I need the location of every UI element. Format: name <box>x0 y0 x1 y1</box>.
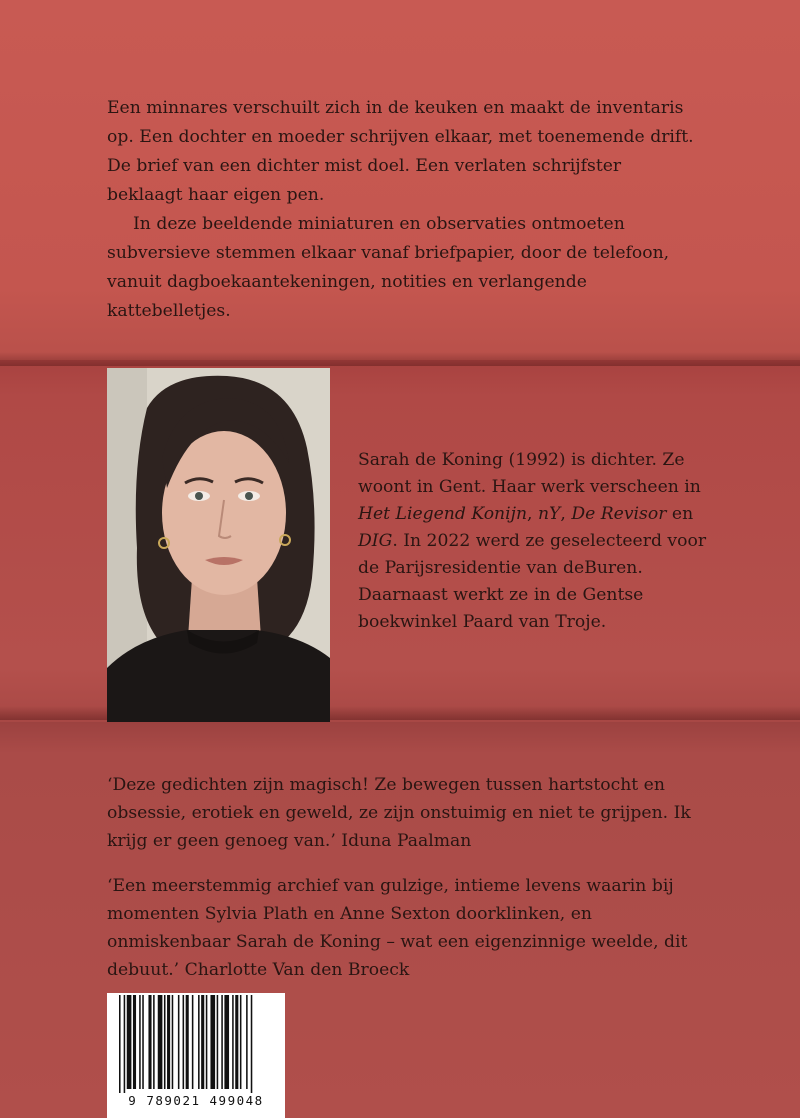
barcode-bar <box>186 995 189 1089</box>
publication-title: Het Liegend Konijn <box>358 504 528 524</box>
barcode-bar <box>251 995 253 1093</box>
isbn-barcode <box>107 993 285 1118</box>
publication-title: DIG <box>358 531 393 551</box>
barcode-bar <box>158 995 163 1089</box>
barcode-bar <box>232 995 234 1089</box>
barcode-bar <box>198 995 200 1089</box>
barcode-bar <box>246 995 248 1089</box>
barcode-bar <box>119 995 121 1093</box>
barcode-bar <box>124 995 126 1093</box>
barcode-bar <box>221 995 223 1089</box>
barcode-bar <box>167 995 170 1089</box>
barcode-bar <box>139 995 141 1089</box>
barcode-bar <box>240 995 242 1089</box>
publication-title: nY <box>537 504 561 524</box>
blurb-paragraph: In deze beeldende miniaturen en observaties ontmoeten subversieve stemmen elkaar vanaf briefpapier, door de telefoon, vanuit dagboekaantekeningen, notities en verlangende kattebelletjes. <box>107 214 670 321</box>
review-quote: ‘Deze gedichten zijn magisch! Ze bewegen tussen hartstocht en obsessie, erotiek en geweld, ze zijn onstuimig en niet te grijpen. Ik krijg er geen genoeg van.’ Iduna Paalman <box>107 775 691 851</box>
barcode-bar <box>224 995 229 1089</box>
barcode-bar <box>133 995 136 1089</box>
barcode-bar <box>153 995 155 1089</box>
blurb-paragraph: Een minnares verschuilt zich in de keuken en maakt de inventaris op. Een dochter en moeder schrijven elkaar, met toenemende drift. De brief van een dichter mist doel. Een verlaten schrijfster beklaagt haar eigen pen. <box>107 98 694 205</box>
barcode-bar <box>178 995 180 1089</box>
book-blurb <box>107 94 697 326</box>
barcode-bars <box>107 993 285 1093</box>
barcode-bar <box>172 995 174 1089</box>
barcode-bar <box>206 995 208 1089</box>
barcode-bar <box>210 995 215 1089</box>
review-quotes <box>107 771 707 1001</box>
barcode-bar <box>201 995 204 1089</box>
barcode-bar <box>235 995 238 1089</box>
author-photo <box>107 368 330 722</box>
barcode-bar <box>148 995 151 1089</box>
isbn-digits: 9 789021 499048 <box>128 1093 264 1108</box>
bio-text: , <box>560 504 572 524</box>
publication-title: De Revisor <box>571 504 667 524</box>
barcode-bar <box>192 995 194 1089</box>
barcode-bar <box>127 995 132 1089</box>
barcode-bar <box>164 995 166 1089</box>
barcode-bar <box>217 995 219 1089</box>
author-bio <box>358 447 730 636</box>
review-quote: ‘Een meerstemmig archief van gulzige, intieme levens waarin bij momenten Sylvia Plath en Anne Sexton doorklinken, en onmiskenbaar Sarah de Koning – wat een eigenzinnige weelde, dit debuut.’ Charlotte Van den Broeck <box>107 876 688 980</box>
bio-text: en <box>666 504 694 524</box>
barcode-bar <box>142 995 144 1089</box>
bio-text: . In 2022 werd ze geselecteerd voor de Parijsresidentie van deBuren. Daarnaast werkt ze in de Gentse boekwinkel Paard van Troje. <box>358 531 707 632</box>
bio-text: , <box>527 504 538 524</box>
fold-shadow <box>0 352 800 366</box>
bio-text: Sarah de Koning (1992) is dichter. Ze woont in Gent. Haar werk verscheen in <box>358 450 701 497</box>
barcode-bar <box>183 995 185 1089</box>
